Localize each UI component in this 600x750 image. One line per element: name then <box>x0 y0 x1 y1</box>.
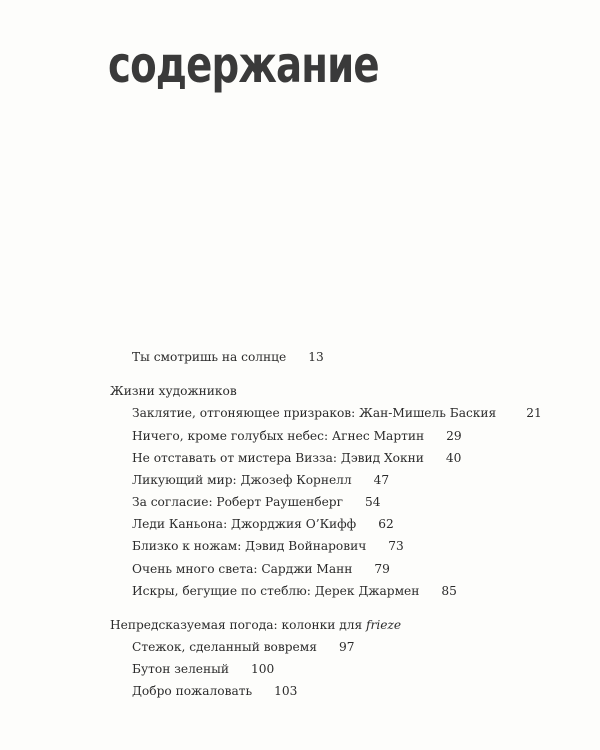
toc-entry[interactable] <box>132 494 381 510</box>
toc-entry-label: Ты смотришь на солнце <box>132 350 287 364</box>
toc-entry[interactable] <box>132 472 389 488</box>
toc-entry-page: 103 <box>274 684 298 698</box>
toc-entry[interactable] <box>132 538 404 554</box>
toc-entry-label: Добро пожаловать <box>132 684 253 698</box>
section-heading-italic: frieze <box>366 618 402 632</box>
toc-entry[interactable] <box>132 639 354 655</box>
toc-entry-page: 40 <box>445 451 462 465</box>
toc-entry[interactable] <box>132 428 462 444</box>
page-title: содержание <box>108 36 379 94</box>
toc-entry-label: Не отставать от мистера Визза: Дэвид Хокни <box>132 451 424 465</box>
toc-entry-page: 85 <box>441 584 457 598</box>
toc-entry-intro[interactable] <box>132 349 324 365</box>
toc-entry-page: 21 <box>526 406 542 420</box>
toc-entry-label: Искры, бегущие по стеблю: Дерек Джармен <box>132 584 420 598</box>
toc-section-heading <box>110 617 401 633</box>
toc-entry-label: Леди Каньона: Джорджия О’Кифф <box>132 517 357 531</box>
toc-entry-label: Близко к ножам: Дэвид Войнарович <box>132 539 367 553</box>
section-heading-text: Непредсказуемая погода: колонки для <box>110 618 363 632</box>
toc-entry-page: 79 <box>374 562 390 576</box>
toc-entry-label: Ликующий мир: Джозеф Корнелл <box>132 473 352 487</box>
toc-entry-label: Стежок, сделанный вовремя <box>132 640 317 654</box>
toc-entry-page: 47 <box>373 473 390 487</box>
toc-entry[interactable] <box>132 661 274 677</box>
toc-section-heading: Жизни художников <box>110 384 237 398</box>
toc-entry-page: 100 <box>250 662 275 676</box>
toc-entry-page: 54 <box>364 495 381 509</box>
toc-entry-page: 97 <box>338 640 355 654</box>
toc-entry-page: 29 <box>446 429 462 443</box>
toc-entry-label: Ничего, кроме голубых небес: Агнес Мартин <box>132 429 425 443</box>
toc-entry-page: 62 <box>378 517 394 531</box>
toc-entry[interactable] <box>132 683 297 699</box>
toc-entry-page: 73 <box>388 539 404 553</box>
toc-entry-label: Бутон зеленый <box>132 662 229 676</box>
toc-entry-label: Очень много света: Сарджи Манн <box>132 562 353 576</box>
toc-entry[interactable] <box>132 450 461 466</box>
toc-entry-label: За согласие: Роберт Раушенберг <box>132 495 343 509</box>
toc-entry[interactable] <box>132 516 394 532</box>
toc-entry-label: Заклятие, отгоняющее призраков: Жан-Мишель Баския <box>132 406 497 420</box>
toc-entry[interactable] <box>132 561 390 577</box>
toc-entry[interactable] <box>132 405 542 421</box>
toc-entry-page: 13 <box>308 350 324 364</box>
toc-entry[interactable] <box>132 583 457 599</box>
